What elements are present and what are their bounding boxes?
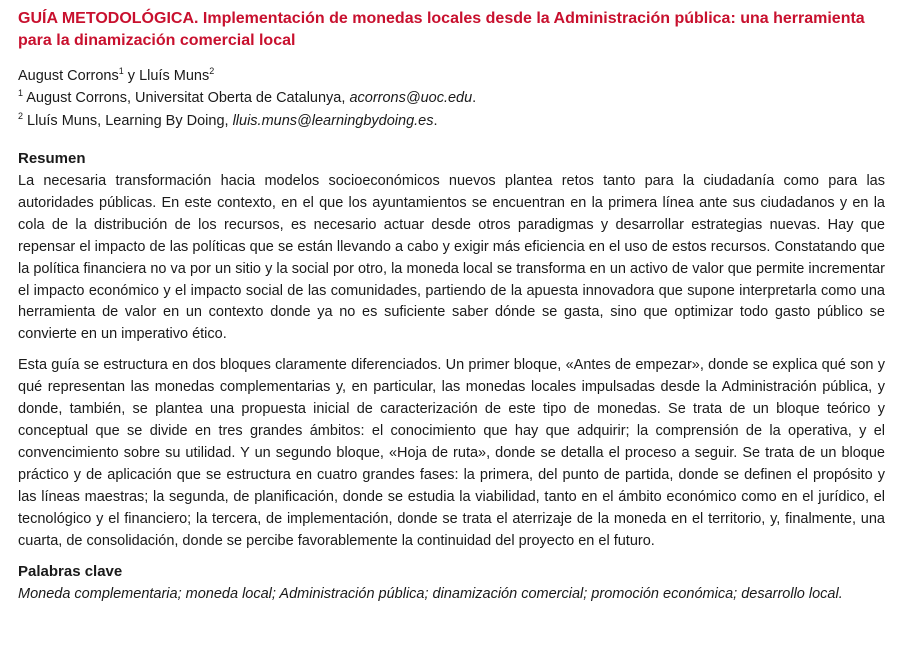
- affiliation-1: [18, 87, 885, 110]
- affiliation-2: [18, 110, 885, 133]
- abstract-paragraph: Esta guía se estructura en dos bloques claramente diferenciados. Un primer bloque, «Antes de empezar», donde se explica qué son y qué representan las monedas complementarias y, en particular, las monedas locales impulsadas desde la Administración pública, y donde, también, se plantea una propuesta inicial de caracterización de este tipo de monedas. Se trata de un bloque teórico y conceptual que se divide en tres grandes ámbitos: el conocimiento que hay que adquirir; la comprensión de la operativa, y el convencimiento sobre su utilidad. Y un segundo bloque, «Hoja de ruta», donde se detalla el proceso a seguir. Se trata de un bloque práctico y de aplicación que se estructura en cuatro grandes fases: la primera, del punto de partida, donde se definen el propósito y las líneas maestras; la segunda, de planificación, donde se estudia la viabilidad, tanto en el ámbito económico como en el jurídico, el tecnológico y el financiero; la tercera, de implementación, donde se trata el aterrizaje de la moneda en el territorio, y, finalmente, una cuarta, de consolidación, donde se percibe favorablemente la continuidad del proyecto en el futuro.: [18, 357, 885, 549]
- affiliation-marker: 1: [18, 88, 24, 99]
- abstract-paragraph: La necesaria transformación hacia modelos socioeconómicos nuevos plantea retos tanto para la ciudadanía como para las autoridades públicas. En este contexto, en el que los ayuntamientos se encuentran en la primera línea ante sus ciudadanos y en la cola de la distribución de los recursos, es necesario actuar desde otros paradigmas y desarrollar estrategias nuevas. Hay que repensar el impacto de las políticas que se están llevando a cabo y exigir más eficiencia en el uso de estos recursos. Constatando que la política financiera no va por un sitio y la social por otro, la moneda local se transforma en un activo de valor que permite incrementar el impacto económico y el impacto social de las comunidades, partiendo de la apuesta innovadora que supone interpretarla como una herramienta de valor en un contexto donde ya no es suficiente saber dónde se gasta, sino que optimizar todo gasto público se convierte en un imperativo ético.: [18, 173, 885, 343]
- author-name: Lluís Muns: [139, 68, 210, 84]
- affiliation-text: August Corrons, Universitat Oberta de Catalunya,: [23, 90, 350, 106]
- affiliation-end: .: [472, 90, 477, 106]
- affiliation-end: .: [433, 113, 438, 129]
- email-link[interactable]: acorrons@uoc.edu: [349, 90, 473, 106]
- affiliation-text: Lluís Muns, Learning By Doing,: [23, 113, 233, 129]
- author-connector: y: [123, 68, 140, 84]
- keywords-text: Moneda complementaria; moneda local; Administración pública; dinamización comercial; promoción económica; desarrollo local.: [18, 586, 843, 603]
- author-superscript: 2: [209, 66, 215, 77]
- author-superscript: 1: [118, 66, 124, 77]
- affiliation-marker: 2: [18, 111, 24, 122]
- document-title: GUÍA METODOLÓGICA. Implementación de monedas locales desde la Administración pública: una herramienta para la dinamización comercial local: [18, 10, 865, 49]
- author-name: August Corrons: [18, 68, 119, 84]
- email-link[interactable]: lluis.muns@learningbydoing.es: [232, 113, 434, 129]
- keywords-heading: Palabras clave: [18, 563, 123, 581]
- abstract-heading: Resumen: [18, 150, 86, 167]
- author-line: [18, 66, 885, 87]
